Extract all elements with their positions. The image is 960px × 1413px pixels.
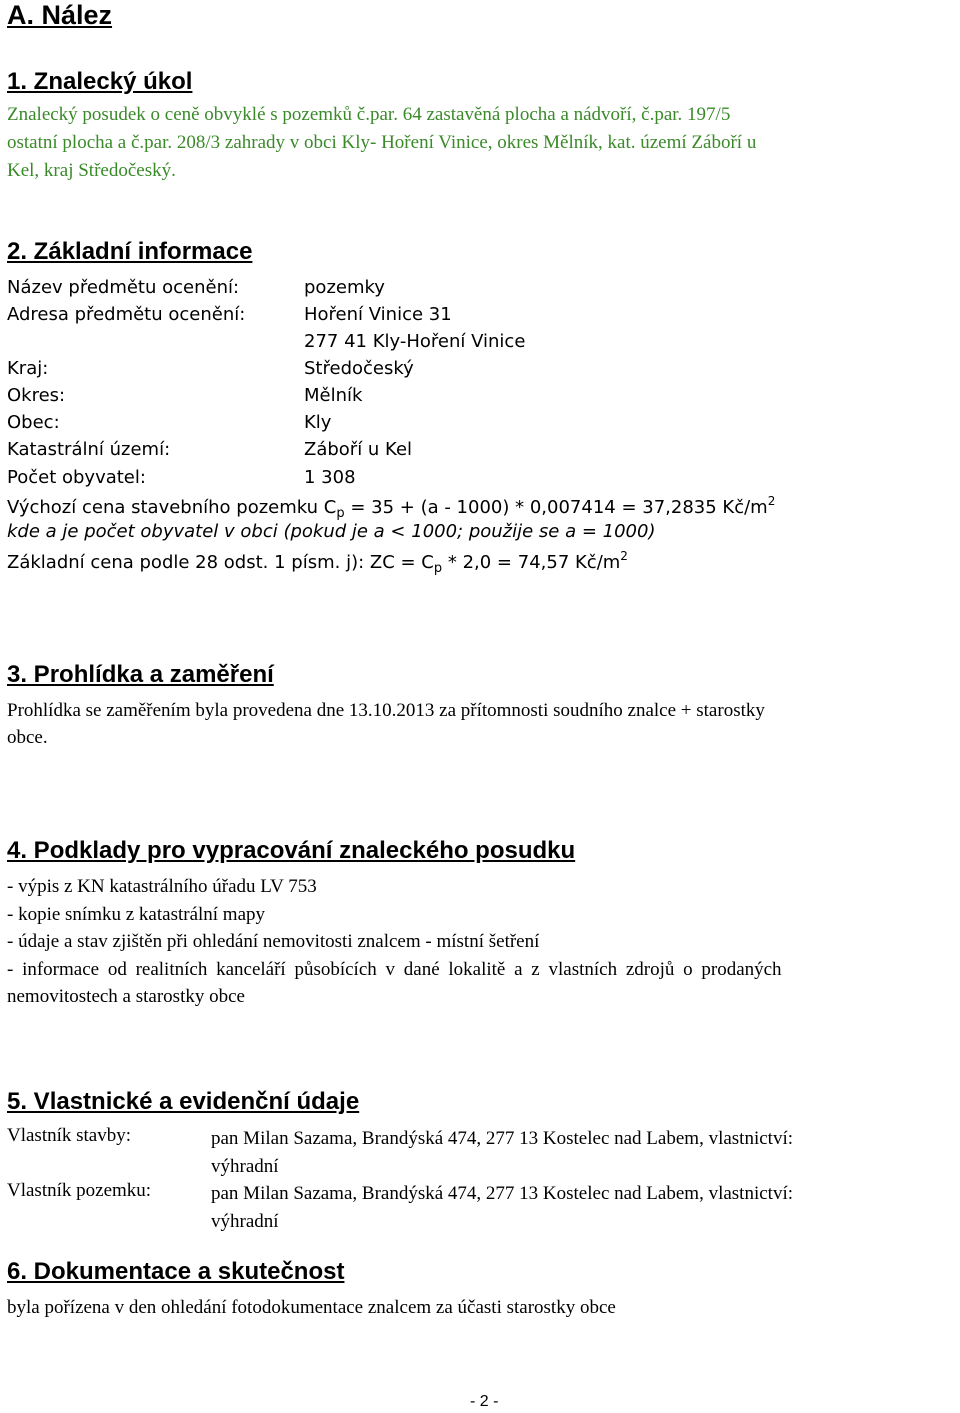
heading-znalecky-ukol: 1. Znalecký úkol — [7, 68, 193, 95]
calc-zakladni-cena: Základní cena podle 28 odst. 1 písm. j): ZC = $C_p * 2,0 = 74,57$ $Kč/m^2$ — [7, 549, 628, 576]
heading-podklady: 4. Podklady pro vypracování znaleckého posudku — [7, 837, 576, 864]
heading-vlastnicke: 5. Vlastnické a evidenční údaje — [7, 1088, 360, 1115]
info-label-obec: Obec: — [7, 412, 60, 433]
source-item-2: - kopie snímku z katastrální mapy — [7, 904, 266, 925]
info-value-nazev: pozemky — [304, 277, 385, 298]
info-label-okres: Okres: — [7, 385, 66, 406]
source-item-4-cont: nemovitostech a starostky obce — [7, 986, 245, 1007]
calc-note: kde a je počet obyvatel v obci (pokud je a < 1000; použije se a = 1000) — [7, 521, 656, 542]
info-value-okres: Mělník — [304, 385, 363, 406]
info-label-kraj: Kraj: — [7, 358, 49, 379]
info-value-obyvatel: 1 308 — [304, 467, 356, 488]
owner-label-pozemku: Vlastník pozemku: — [7, 1180, 152, 1201]
info-label-katastr: Katastrální území: — [7, 439, 171, 460]
info-value-adresa: Hoření Vinice 31 — [304, 304, 452, 325]
owner-value-pozemku: pan Milan Sazama, Brandýská 474, 277 13 Kostelec nad Labem, vlastnictví: výhradní — [211, 1183, 793, 1232]
task-line-2: ostatní plocha a č.par. 208/3 zahrady v obci Kly- Hoření Vinice, okres Mělník, kat. území Záboří u — [7, 132, 757, 153]
heading-dokumentace: 6. Dokumentace a skutečnost — [7, 1258, 345, 1285]
section-title-nalez: A. Nález — [7, 0, 113, 30]
owner-value-stavby: pan Milan Sazama, Brandýská 474, 277 13 Kostelec nad Labem, vlastnictví: výhradní — [211, 1128, 793, 1177]
info-value-katastr: Záboří u Kel — [304, 439, 413, 460]
source-item-4: - informace od realitních kanceláří působících v dané lokalitě a z vlastních zdrojů o prodaných — [7, 959, 782, 980]
info-label-adresa: Adresa předmětu ocenění: — [7, 304, 246, 325]
inspection-line-1: Prohlídka se zaměřením byla provedena dne 13.10.2013 za přítomnosti soudního znalce + starostky — [7, 700, 765, 721]
task-line-3: Kel, kraj Středočeský. — [7, 160, 176, 181]
documentation-line: byla pořízena v den ohledání fotodokumentace znalcem za účasti starostky obce — [7, 1297, 616, 1318]
inspection-line-2: obce. — [7, 727, 48, 748]
info-label-obyvatel: Počet obyvatel: — [7, 467, 146, 488]
info-value-kraj: Středočeský — [304, 358, 414, 379]
heading-prohlidka: 3. Prohlídka a zaměření — [7, 661, 274, 688]
task-line-1: Znalecký posudek o ceně obvyklé s pozemků č.par. 64 zastavěná plocha a nádvoří, č.par. 197/5 — [7, 104, 731, 125]
info-value-obec: Kly — [304, 412, 332, 433]
source-item-3: - údaje a stav zjištěn při ohledání nemovitosti znalcem - místní šetření — [7, 931, 540, 952]
info-value-adresa-2: 277 41 Kly-Hoření Vinice — [304, 331, 526, 352]
heading-zakladni-informace: 2. Základní informace — [7, 238, 253, 265]
page-number: - 2 - — [470, 1393, 499, 1410]
calc-vychozi-cena: Výchozí cena stavebního pozemku $C_p = 35 + (a - 1000) * 0,007414 = 37,2835$ $Kč/m^2$ — [7, 494, 776, 521]
info-label-nazev: Název předmětu ocenění: — [7, 277, 240, 298]
source-item-1: - výpis z KN katastrálního úřadu LV 753 — [7, 876, 317, 897]
owner-label-stavby: Vlastník stavby: — [7, 1125, 132, 1146]
